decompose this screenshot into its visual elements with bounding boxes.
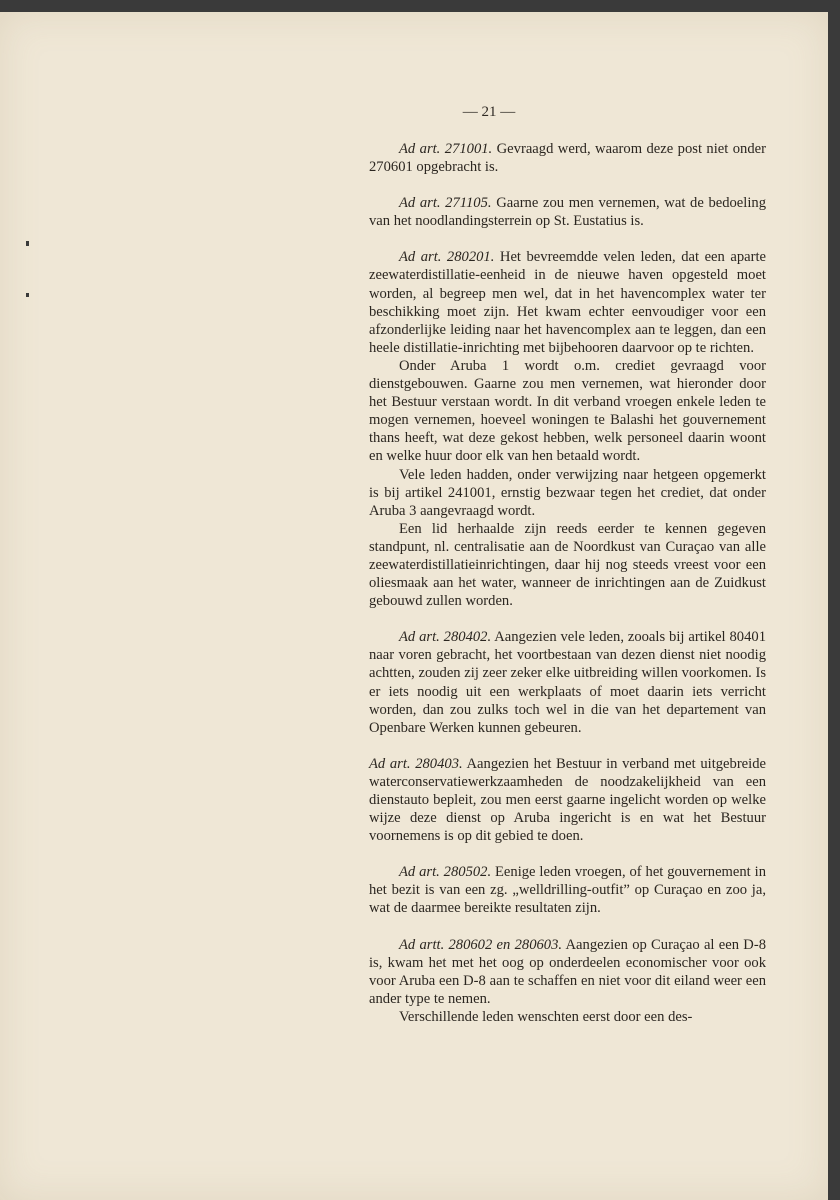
document-body xyxy=(369,140,766,1026)
article-reference: Ad art. 271105. xyxy=(399,195,492,212)
paragraph-aruba-3 xyxy=(369,466,766,520)
paragraph-text: Gaarne zou men vernemen, wat de bedoeling van het noodlandingsterrein op St. Eustatius is. xyxy=(369,195,766,230)
paragraph-text: Aangezien op Curaçao al een D-8 is, kwam het met het oog op onderdeelen economischer voor ook voor Aruba een D-8 aan te schaffen en niet voor dit eiland weer een ander type te nemen. xyxy=(369,936,766,1007)
article-reference: Ad art. 280502. xyxy=(399,864,492,881)
paragraph-art-280502 xyxy=(369,863,766,917)
paragraph-text: Eenige leden vroegen, of het gouvernement in het bezit is van een zg. „welldrilling-outfit” op Curaçao en zoo ja, wat de daarmee bereikte resultaten zijn. xyxy=(369,864,766,917)
paragraph-art-280403 xyxy=(369,755,766,845)
paragraph-artt-280602-280603 xyxy=(369,936,766,1008)
article-reference: Ad art. 280402. xyxy=(399,629,492,646)
article-reference: Ad art. 280403. xyxy=(369,755,463,772)
paragraph-text: Vele leden hadden, onder verwijzing naar hetgeen opgemerkt is bij artikel 241001, ernstig bezwaar tegen het crediet, dat onder Aruba 3 aangevraagd wordt. xyxy=(369,466,766,519)
page-number: — 21 — xyxy=(462,104,516,120)
document-page xyxy=(0,12,828,1200)
paragraph-text: Gevraagd werd, waarom deze post niet onder 270601 opgebracht is. xyxy=(369,141,766,176)
paragraph-art-271105 xyxy=(369,194,766,230)
paragraph-art-280201 xyxy=(369,248,766,357)
paragraph-text: Aangezien het Bestuur in verband met uitgebreide waterconservatiewerkzaamheden de noodzakelijkheid van een dienstauto bepleit, zou men eerst gaarne ingelicht worden op welke wijze deze dienst op Aruba ingericht is en wat het Bestuur voornemens is op dit gebied te doen. xyxy=(369,755,766,845)
paragraph-text: Het bevreemdde velen leden, dat een aparte zeewaterdistillatie-eenheid in de nieuwe haven opgesteld moet worden, al begreep men wel, dat in het havencomplex water ter beschikking moet zijn. Het kwam echter eenvoudiger voor een afzonderlijke leiding naar het havencomplex aan te leggen, dan een heele distillatie-inrichting met bijbehooren daarvoor op te richten. xyxy=(369,249,766,356)
paragraph-text: Een lid herhaalde zijn reeds eerder te kennen gegeven standpunt, nl. centralisatie aan de Noordkust van Curaçao van alle zeewaterdistillatieinrichtingen, daar hij nog steeds vreest voor een oliesmaak aan het water, wanneer de inrichtingen aan de Zuidkust gebouwd zullen worden. xyxy=(369,520,766,610)
article-reference: Ad art. 280201. xyxy=(399,249,495,266)
article-reference: Ad art. 271001. xyxy=(399,141,493,157)
margin-mark xyxy=(26,241,29,246)
paragraph-text: Onder Aruba 1 wordt o.m. crediet gevraagd voor dienstgebouwen. Gaarne zou men vernemen, wat hieronder door het Bestuur verstaan wordt. In dit verband vroegen enkele leden te mogen vernemen, hoeveel woningen te Balashi het gouvernement thans heeft, wat deze gekost hebben, welk personeel daarin woont en welke huur door elk van hen betaald wordt. xyxy=(369,357,766,465)
paragraph-text: Aangezien vele leden, zooals bij artikel 80401 naar voren gebracht, het voortbestaan van dezen dienst niet noodig achtten, zouden zij zeer zeker elke uitbreiding willen voorkomen. Is er iets noodig uit een werkplaats of moet daarin iets verricht worden, dan zou zulks toch wel in die van het departement van Openbare Werken kunnen gebeuren. xyxy=(369,629,766,736)
paragraph-verschillende-leden xyxy=(369,1008,766,1026)
margin-mark xyxy=(26,293,29,297)
article-reference: Ad artt. 280602 en 280603. xyxy=(399,936,563,953)
paragraph-aruba-1 xyxy=(369,357,766,466)
paragraph-art-271001 xyxy=(369,140,766,176)
paragraph-centralisatie xyxy=(369,520,766,610)
paragraph-art-280402 xyxy=(369,628,766,737)
paragraph-text: Verschillende leden wenschten eerst door een des- xyxy=(399,1008,693,1025)
